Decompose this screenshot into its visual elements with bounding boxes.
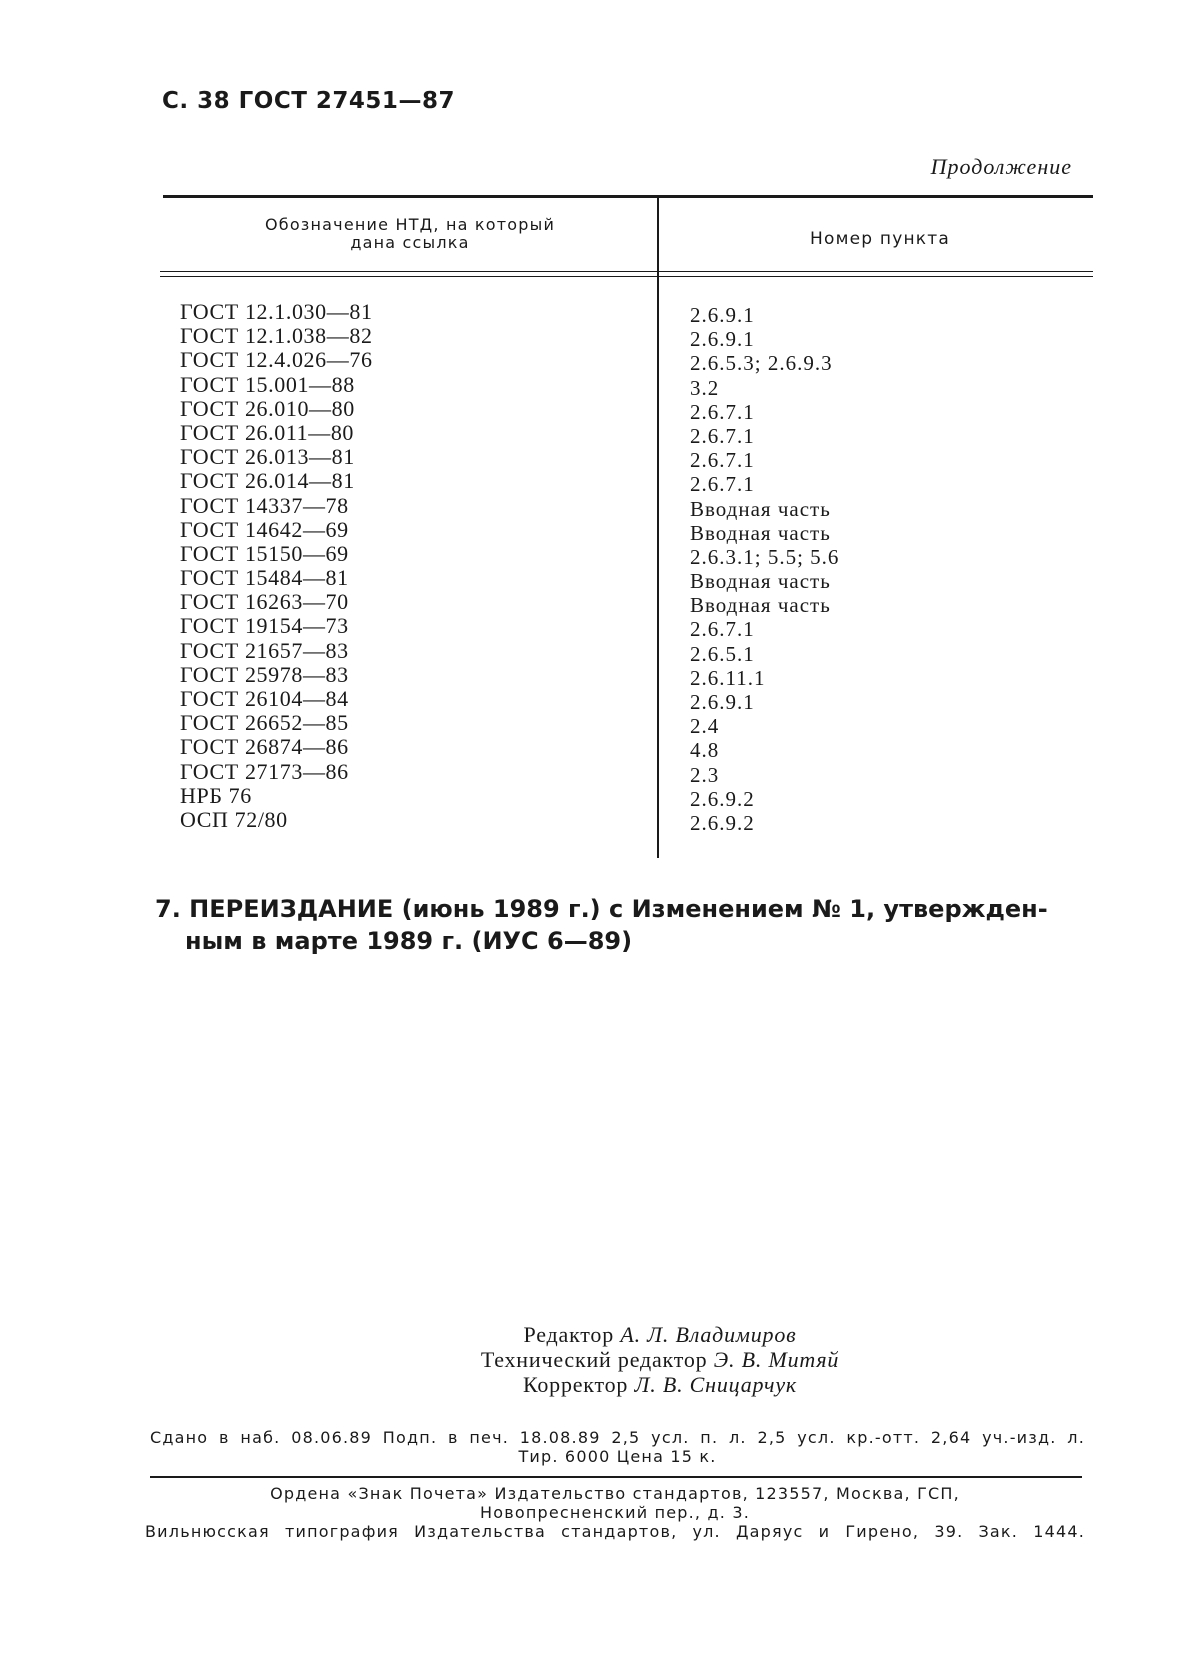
corrector-name: Л. В. Сницарчук bbox=[634, 1372, 798, 1397]
clause-cell: Вводная часть bbox=[690, 520, 831, 545]
reference-cell: ГОСТ 15.001—88 bbox=[180, 371, 355, 397]
clause-cell: 2.6.7.1 bbox=[690, 472, 755, 497]
page-header: С. 38 ГОСТ 27451—87 bbox=[162, 88, 455, 114]
reference-cell: ГОСТ 16263—70 bbox=[180, 589, 349, 615]
clause-cell: 2.4 bbox=[690, 714, 720, 739]
reference-column bbox=[180, 300, 373, 832]
reference-cell: ОСП 72/80 bbox=[180, 806, 288, 832]
clause-cell: 2.3 bbox=[690, 762, 720, 787]
credit-editor bbox=[360, 1322, 960, 1347]
clause-cell: 2.6.9.2 bbox=[690, 786, 755, 811]
imprint-rule bbox=[150, 1476, 1082, 1478]
clause-cell: 2.6.9.1 bbox=[690, 303, 755, 327]
clause-cell: Вводная часть bbox=[690, 496, 831, 521]
reference-cell: ГОСТ 25978—83 bbox=[180, 661, 349, 687]
editor-role: Редактор bbox=[523, 1322, 615, 1347]
continuation-label: Продолжение bbox=[930, 154, 1072, 179]
credits bbox=[360, 1322, 960, 1397]
table-top-rule bbox=[163, 195, 1093, 198]
section-7-line2: ным в марте 1989 г. (ИУС 6—89) bbox=[185, 927, 633, 955]
clause-cell: 2.6.7.1 bbox=[690, 448, 755, 473]
clause-cell: 2.6.5.3; 2.6.9.3 bbox=[690, 351, 833, 376]
reference-cell: ГОСТ 21657—83 bbox=[180, 637, 349, 663]
credit-tech-editor bbox=[360, 1347, 960, 1372]
clause-cell: 2.6.3.1; 5.5; 5.6 bbox=[690, 544, 840, 569]
clause-cell: 2.6.7.1 bbox=[690, 617, 755, 642]
reference-cell: ГОСТ 12.1.038—82 bbox=[180, 323, 373, 349]
credit-corrector bbox=[360, 1372, 960, 1397]
section-7-reissue bbox=[155, 893, 1095, 957]
clause-column bbox=[690, 303, 839, 835]
reference-cell: ГОСТ 14642—69 bbox=[180, 516, 349, 542]
reference-cell: ГОСТ 26104—84 bbox=[180, 686, 349, 711]
clause-cell: 2.6.9.1 bbox=[690, 690, 755, 714]
column-divider bbox=[657, 198, 659, 858]
reference-cell: ГОСТ 14337—78 bbox=[180, 492, 349, 518]
reference-cell: ГОСТ 27173—86 bbox=[180, 758, 349, 784]
reference-cell: НРБ 76 bbox=[180, 782, 252, 808]
publisher bbox=[145, 1484, 1085, 1541]
clause-cell: Вводная часть bbox=[690, 593, 831, 618]
tech-editor-name: Э. В. Митяй bbox=[713, 1347, 840, 1372]
clause-cell: 3.2 bbox=[690, 375, 720, 400]
column-header-reference bbox=[200, 216, 620, 252]
clause-cell: 4.8 bbox=[690, 738, 720, 763]
reference-cell: ГОСТ 19154—73 bbox=[180, 613, 349, 639]
tech-editor-role: Технический редактор bbox=[480, 1347, 708, 1372]
clause-cell: 2.6.7.1 bbox=[690, 423, 755, 448]
editor-name: А. Л. Владимиров bbox=[620, 1322, 797, 1347]
imprint-line1: Сдано в наб. 08.06.89 Подп. в печ. 18.08.89 2,5 усл. п. л. 2,5 усл. кр.-отт. 2,64 уч.-изд. л. bbox=[150, 1428, 1085, 1447]
reference-cell: ГОСТ 26.013—81 bbox=[180, 444, 355, 470]
column-header-clause: Номер пункта bbox=[810, 229, 950, 249]
column-header-reference-line2: дана ссылка bbox=[350, 233, 470, 252]
publisher-line3: Вильнюсская типография Издательства стандартов, ул. Даряус и Гирено, 39. Зак. 1444. bbox=[145, 1522, 1085, 1541]
section-7-line1: 7. ПЕРЕИЗДАНИЕ (июнь 1989 г.) с Изменением № 1, утвержден- bbox=[155, 895, 1048, 923]
clause-cell: 2.6.7.1 bbox=[690, 399, 755, 424]
publisher-line2: Новопресненский пер., д. 3. bbox=[479, 1503, 751, 1522]
column-header-reference-line1: Обозначение НТД, на который bbox=[264, 215, 556, 234]
header-rule-double bbox=[160, 276, 1093, 277]
corrector-role: Корректор bbox=[522, 1372, 629, 1397]
reference-cell: ГОСТ 26652—85 bbox=[180, 710, 349, 736]
clause-cell: 2.6.9.2 bbox=[690, 810, 755, 835]
reference-cell: ГОСТ 15484—81 bbox=[180, 565, 349, 591]
reference-cell: ГОСТ 26874—86 bbox=[180, 734, 349, 760]
reference-cell: ГОСТ 12.4.026—76 bbox=[180, 347, 373, 373]
reference-cell: ГОСТ 15150—69 bbox=[180, 540, 349, 566]
clause-cell: 2.6.9.1 bbox=[690, 327, 755, 352]
publisher-line1: Ордена «Знак Почета» Издательство стандартов, 123557, Москва, ГСП, bbox=[270, 1484, 960, 1503]
reference-cell: ГОСТ 12.1.030—81 bbox=[180, 299, 373, 324]
clause-cell: 2.6.5.1 bbox=[690, 641, 755, 666]
imprint bbox=[150, 1428, 1085, 1466]
header-rule bbox=[160, 271, 1093, 272]
clause-cell: Вводная часть bbox=[690, 569, 831, 594]
reference-cell: ГОСТ 26.010—80 bbox=[180, 395, 355, 421]
imprint-line2: Тир. 6000 Цена 15 к. bbox=[518, 1447, 717, 1466]
reference-cell: ГОСТ 26.014—81 bbox=[180, 468, 355, 494]
clause-cell: 2.6.11.1 bbox=[690, 665, 766, 690]
reference-cell: ГОСТ 26.011—80 bbox=[180, 419, 355, 445]
